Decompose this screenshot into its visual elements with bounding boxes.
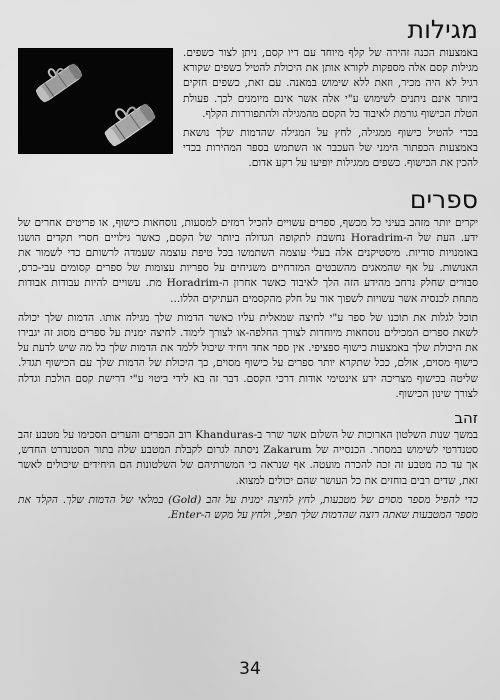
- scrolls-heading: מגילות: [407, 15, 478, 44]
- document-body: [18, 14, 478, 527]
- page-number: 34: [239, 659, 261, 679]
- gold-heading: זהב: [454, 409, 478, 428]
- scrolls-illustration: [18, 48, 173, 154]
- books-heading: ספרים: [409, 184, 478, 214]
- scrolls-paragraph-1: באמצעות הכנה זהירה של קלף מיוחד עם דיו קסם, ניתן לצור כשפים. מגילות קסם אלה מספקות לקורא אותן את היכולת להטיל כשפים שקורא רגיל לא היה מכיר, וזאת ללא שימוש במאנה. עם זאת, כשפים חזקים ביותר אינם ניתנים לשימוש ע"י אלה אשר אינם מיומנים לכך. פעולת הטלת הכישוף גורמת לאיבוד כל הקסם מהמגילה ולהתפוררות הקלף.: [183, 47, 478, 120]
- section-spacer: [18, 176, 478, 184]
- books-paragraph-1: יקרים יותר מזהב בעיני כל מכשף, ספרים עשויים להכיל רמזים למסעות, נוסחאות כישוף, או פריטים אחרים של ידע. העת של ה-Horadrim נחשבת לתקופה הגדולה ביותר של הקסם, כאשר גילויים חסרי תקדים הושגו באומנויות סודיות. מיסטיקנים אלה בעלי עוצמה השתמשו בכל טיפת עוצמה שעמדה לרשותם כדי לשמור את האנושות. על אף שהמאגים מהשבטים המזרחיים משגיחים על ספריות עצומות של ספרים קסומים עבי-כרס, סבורים שחלק נרחב מהידע הזה הלך לאיבוד כאשר אחרון ה-Horadrim מת. עשויים להיות עבודות אבודות מתחת לכנסיה אשר עשויות לשפוך אור על חלק מהקסמים העתיקים הללו...: [18, 216, 478, 305]
- books-paragraph-2: תוכל לגלות את תוכנו של ספר ע"י לחיצה שמאלית עליו כאשר הדמות שלך מגילה אותו. הדמות שלך יכולה לשאת ספרים המכילים נוסחאות מיוחדות לצורך החלפה-או לצורך לימוד. לחיצה ימנית על ספרים מסוג זה יגבירו את היכולת שלך באמצעות כישוף ספציפי. אין ספר אחד ויחיד שיכול ללמד את הדמות שלך כל מה שיש לדעת על כישוף מסוים, אולם, ככל שתקרא יותר ספרים על כישוף מסוים, כך היכולת של הדמות שלך עם הכישוף תגדל. שליטה בכישוף מצריכה ידע אינטימי אודות דרכי הקסם. דבר זה בא לידי ביטוי ע"י דרישת קסם הולכת וגדלה לצורך שינון הכישוף.: [18, 311, 478, 400]
- scroll-icon: [30, 56, 83, 103]
- gold-paragraph-2: כדי להפיל מספר מסוים של מטבעות, לחץ לחיצה ימנית על זהב (Gold) במלאי של הדמות שלך. הקלד את מספר המטבעות שאתה רוצה שהדמות שלך תפיל, ולחץ על מקש ה-Enter.: [18, 493, 479, 522]
- scroll-icon: [98, 94, 157, 147]
- scrolls-paragraph-2: בכדי להטיל כישוף ממגילה, לחץ על המגילה שהדמות שלך נושאת באמצעות הכפתור הימני של העכבר או השתמש בספר המהירות בכדי להכין את הכישוף. כשפים ממגילות יופיעו על רקע אדום.: [183, 127, 478, 170]
- gold-paragraph-1: במשך שנות השלטון הארוכות של השלום אשר שרר ב-Khanduras רוב הכפרים והערים הסכימו על מטבע זהב סטנדרטי לשימוש במסחר. הכנסייה של Zakarum ניסתה לגרום לקבלת המטבע שלה בתור הסטנדרט החדש, אך עד כה מטבע זה זכה להכרה מועטה. אף שנראה כי המשרתיהם של השלטונות הם היחידים שיכולים לאשר זאת, שדים רבים בוחזים את כל העושר שהם יכולים למצוא.: [18, 429, 478, 487]
